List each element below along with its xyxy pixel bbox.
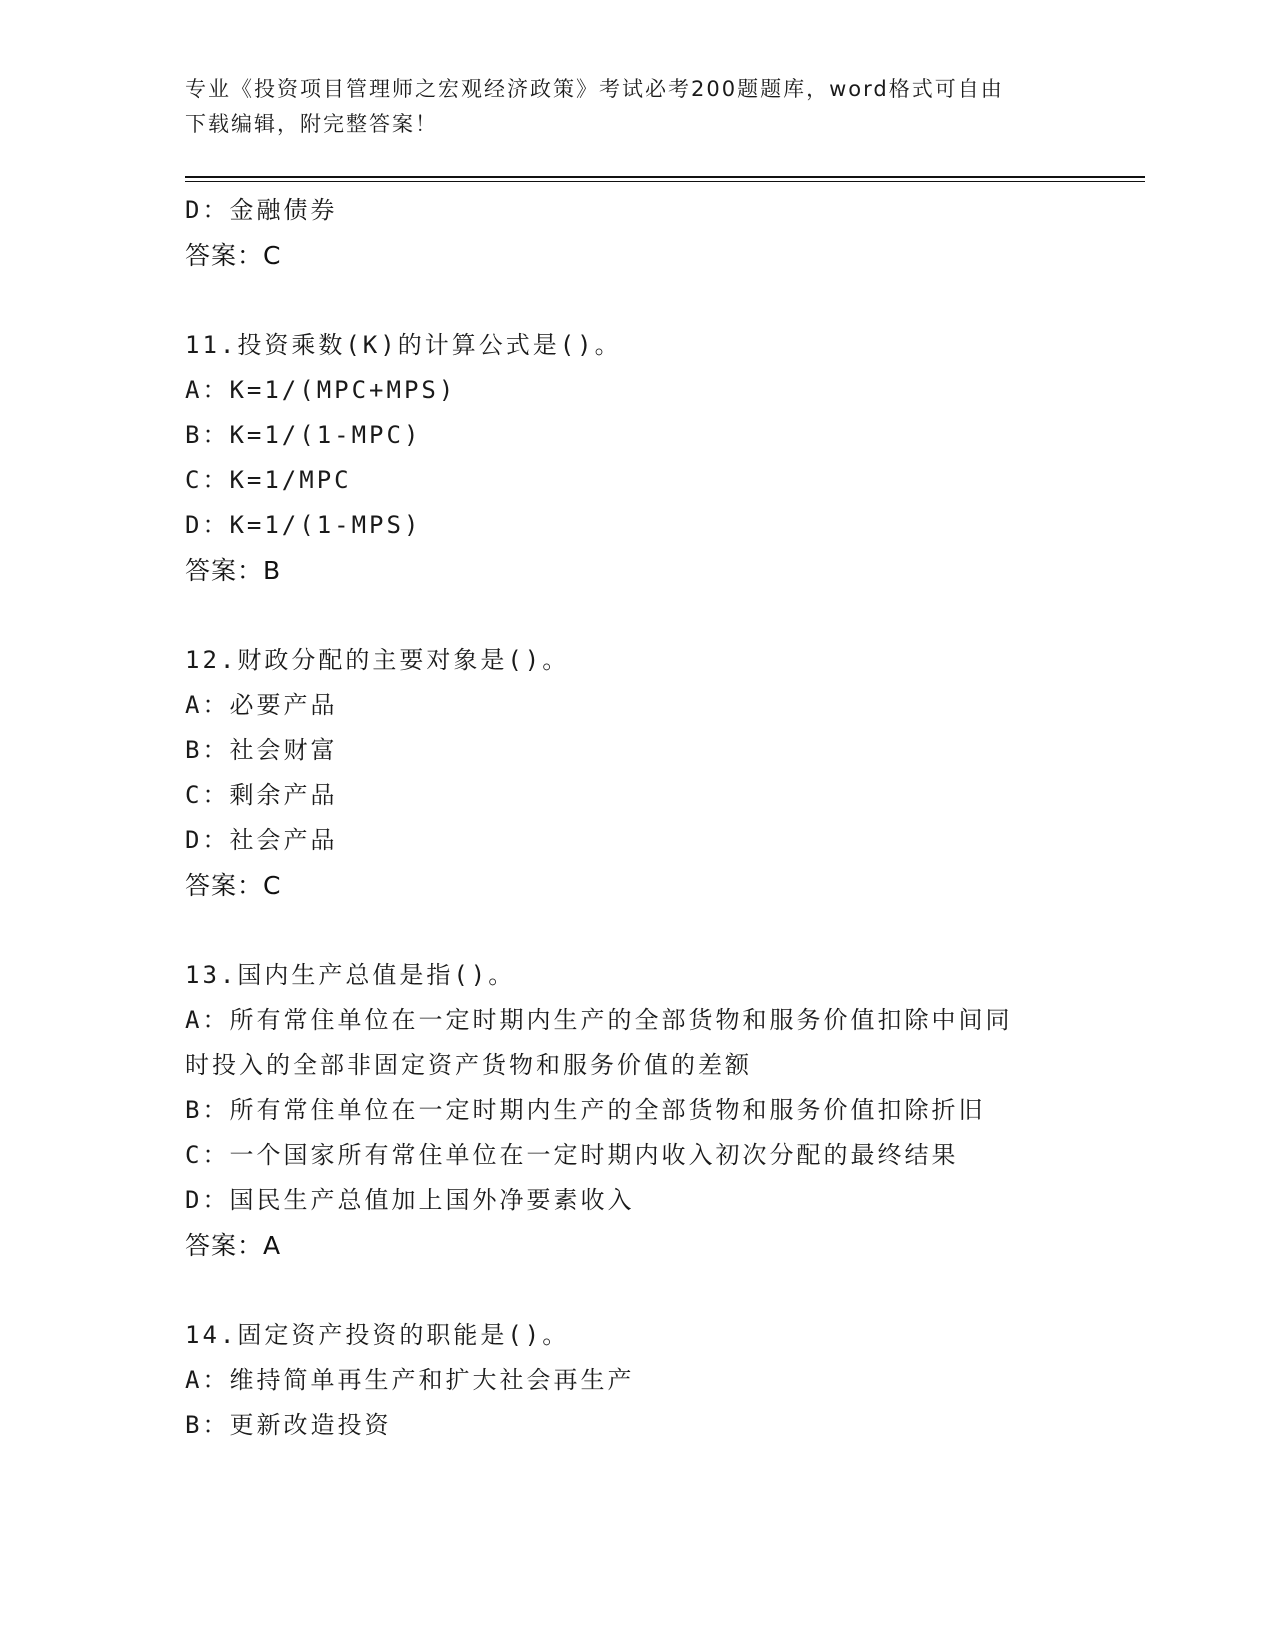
- question-11-option-b: B：K=1/(1-MPC): [185, 421, 422, 449]
- question-13-option-b: B：所有常住单位在一定时期内生产的全部货物和服务价值扣除折旧: [185, 1096, 986, 1124]
- spacer: [185, 593, 1085, 638]
- question-13-option-d: D：国民生产总值加上国外净要素收入: [185, 1186, 635, 1214]
- question-12-answer: 答案：C: [185, 871, 282, 900]
- question-14-option-b: B：更新改造投资: [185, 1411, 392, 1439]
- header-divider-thin: [185, 181, 1145, 182]
- header-line-1: 专业《投资项目管理师之宏观经济政策》考试必考200题题库，word格式可自由: [185, 77, 1004, 101]
- question-12-option-c: C：剩余产品: [185, 781, 338, 809]
- spacer: [185, 1268, 1085, 1313]
- prev-option-d: D：金融债券: [185, 196, 338, 224]
- question-11-option-a: A：K=1/(MPC+MPS): [185, 376, 457, 404]
- question-13-answer: 答案：A: [185, 1231, 282, 1260]
- spacer: [185, 908, 1085, 953]
- question-list: [185, 188, 1085, 1448]
- spacer: [185, 278, 1085, 323]
- question-13-text: 13.国内生产总值是指()。: [185, 961, 516, 989]
- question-14-text: 14.固定资产投资的职能是()。: [185, 1321, 570, 1349]
- header-divider-thick: [185, 176, 1145, 178]
- question-13-option-a-line-2: 时投入的全部非固定资产货物和服务价值的差额: [185, 1051, 752, 1079]
- question-13-option-c: C：一个国家所有常住单位在一定时期内收入初次分配的最终结果: [185, 1141, 959, 1169]
- question-11-option-d: D：K=1/(1-MPS): [185, 511, 422, 539]
- question-12-option-a: A：必要产品: [185, 691, 338, 719]
- question-12-text: 12.财政分配的主要对象是()。: [185, 646, 570, 674]
- question-12-option-d: D：社会产品: [185, 826, 338, 854]
- question-11-option-c: C：K=1/MPC: [185, 466, 352, 494]
- header-line-2: 下载编辑，附完整答案！: [185, 112, 438, 136]
- question-13-option-a-line-1: A：所有常住单位在一定时期内生产的全部货物和服务价值扣除中间同: [185, 1006, 1013, 1034]
- question-12-option-b: B：社会财富: [185, 736, 338, 764]
- document-header: [185, 72, 1065, 142]
- question-11-answer: 答案：B: [185, 556, 282, 585]
- prev-answer: 答案：C: [185, 241, 282, 270]
- question-11-text: 11.投资乘数(K)的计算公式是()。: [185, 331, 622, 359]
- question-14-option-a: A：维持简单再生产和扩大社会再生产: [185, 1366, 635, 1394]
